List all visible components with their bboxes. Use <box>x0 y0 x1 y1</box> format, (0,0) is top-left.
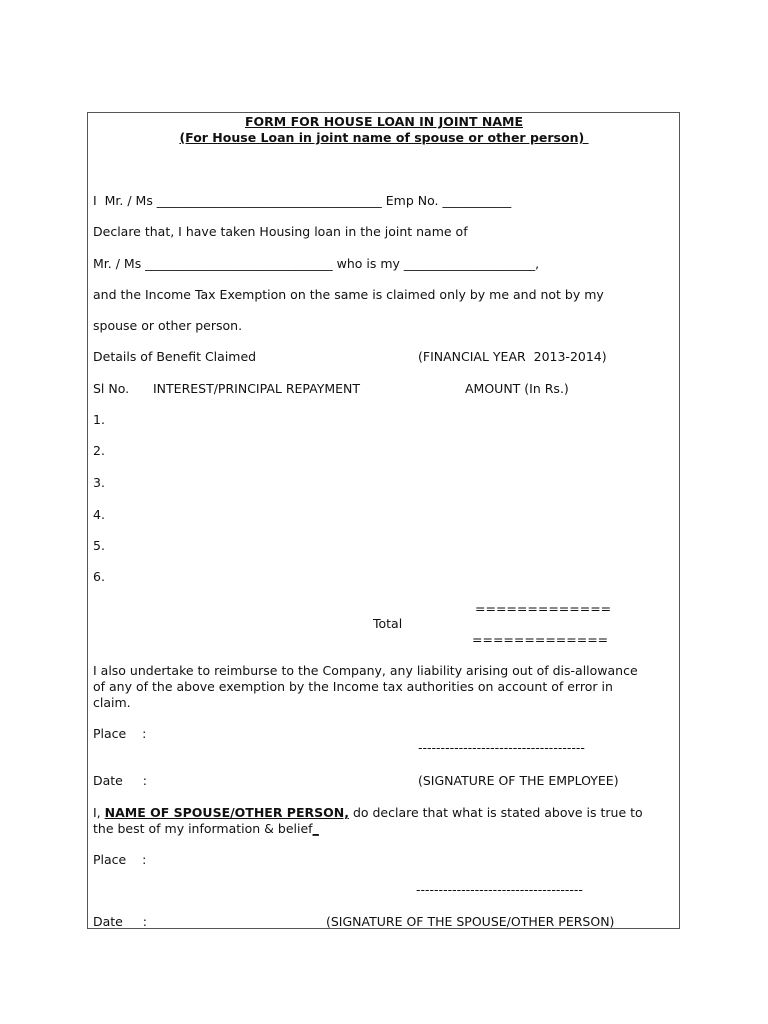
total-rule-bottom: ============= <box>472 632 609 647</box>
financial-year: (FINANCIAL YEAR 2013-2014) <box>418 349 607 364</box>
undertake-line-2: of any of the above exemption by the Income tax authorities on account of error in <box>93 679 613 694</box>
employee-name-line: I Mr. / Ms ____________________________________ Emp No. ___________ <box>93 193 512 208</box>
spouse-declaration-line-2 <box>93 821 319 837</box>
joint-name-line: Mr. / Ms ______________________________ who is my _____________________, <box>93 256 540 271</box>
details-label: Details of Benefit Claimed <box>93 349 257 364</box>
exemption-line: and the Income Tax Exemption on the same is claimed only by me and not by my <box>93 287 604 302</box>
table-row-number: 6. <box>93 569 105 584</box>
col-header-slno: Sl No. <box>93 381 130 396</box>
table-row-number: 1. <box>93 412 105 427</box>
spouse-declaration-text: the best of my information & belief <box>93 821 313 836</box>
form-title: FORM FOR HOUSE LOAN IN JOINT NAME <box>245 114 523 129</box>
spouse-declaration-rest: do declare that what is stated above is true to <box>348 805 643 820</box>
col-header-type: INTEREST/PRINCIPAL REPAYMENT <box>153 381 361 396</box>
total-label: Total <box>373 616 403 631</box>
spouse-declaration-underscore: _ <box>312 821 319 836</box>
spouse-declaration-prefix: I, <box>93 805 105 820</box>
table-row-number: 3. <box>93 475 105 490</box>
col-header-amount: AMOUNT (In Rs.) <box>465 381 569 396</box>
spouse-signature-line: ------------------------------------- <box>416 882 583 897</box>
undertake-line-3: claim. <box>93 695 131 710</box>
undertake-line-1: I also undertake to reimburse to the Company, any liability arising out of dis-allowance <box>93 663 638 678</box>
employee-date-label: Date : <box>93 773 147 788</box>
spouse-place-label: Place : <box>93 852 147 867</box>
total-rule-top: ============= <box>475 601 612 616</box>
table-row-number: 4. <box>93 507 105 522</box>
employee-signature-caption: (SIGNATURE OF THE EMPLOYEE) <box>418 773 619 788</box>
employee-place-label: Place : <box>93 726 147 741</box>
spouse-other-line: spouse or other person. <box>93 318 243 333</box>
table-row-number: 5. <box>93 538 105 553</box>
spouse-name-placeholder: NAME OF SPOUSE/OTHER PERSON, <box>104 805 349 820</box>
table-row-number: 2. <box>93 443 105 458</box>
spouse-signature-caption: (SIGNATURE OF THE SPOUSE/OTHER PERSON) <box>326 914 615 929</box>
spouse-declaration-line-1 <box>93 805 643 821</box>
spouse-date-label: Date : <box>93 914 147 929</box>
employee-signature-line: ------------------------------------- <box>418 740 585 755</box>
form-subtitle: (For House Loan in joint name of spouse or other person) <box>179 130 589 145</box>
declare-line: Declare that, I have taken Housing loan in the joint name of <box>93 224 468 239</box>
